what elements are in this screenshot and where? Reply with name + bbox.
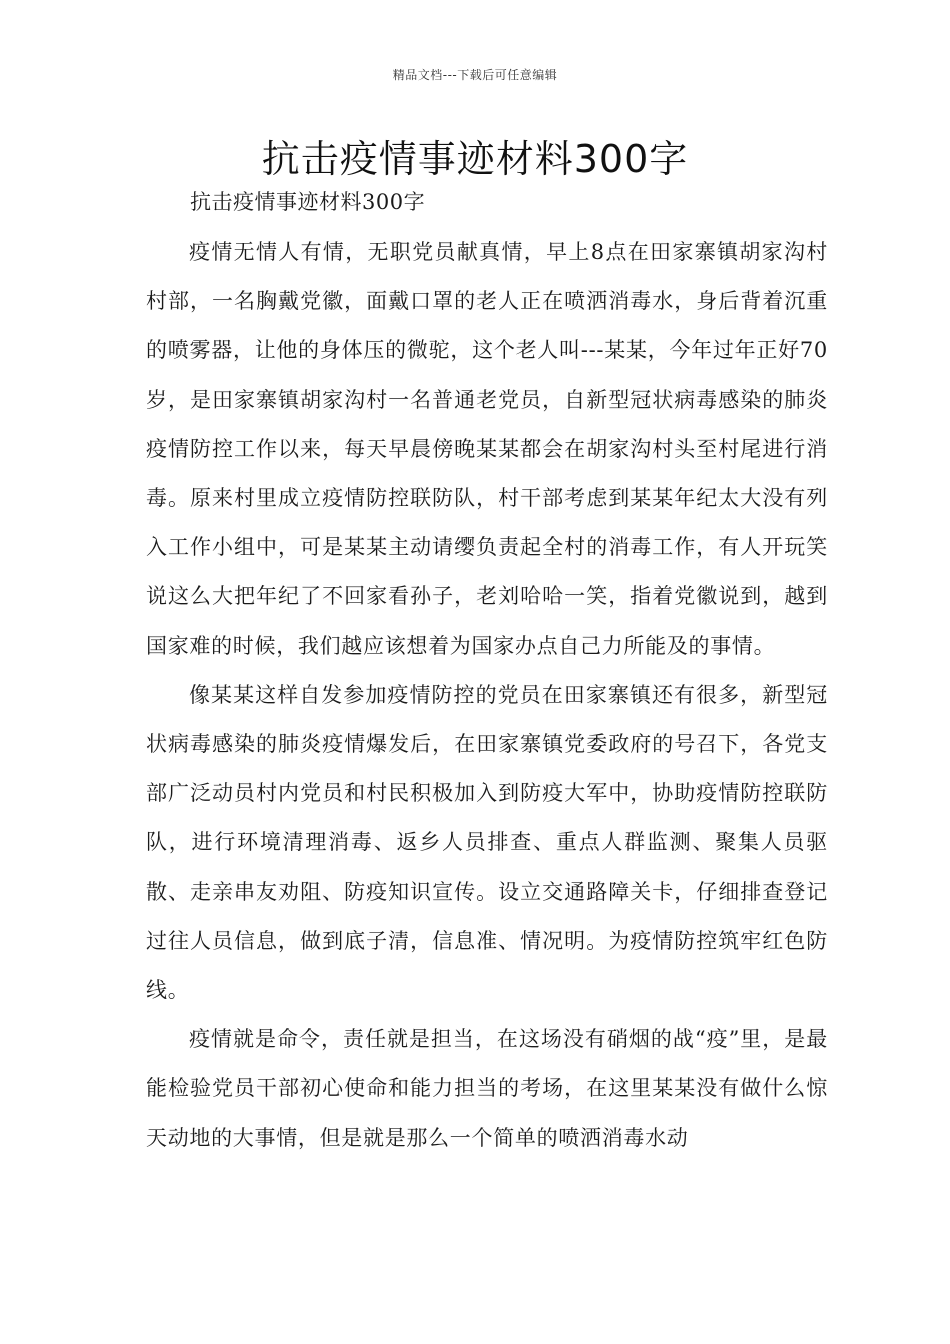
paragraph-3: 疫情就是命令，责任就是担当，在这场没有硝烟的战“疫”里，是最能检验党员干部初心使命和能力担当的考场，在这里某某没有做什么惊天动地的大事情，但是就是那么一个简单的喷洒消毒水动	[146, 1027, 828, 1150]
document-subtitle: 抗击疫情事迹材料300字	[190, 190, 426, 214]
document-title: 抗击疫情事迹材料300字	[261, 137, 689, 181]
header-note: 精品文档---下载后可任意编辑	[392, 68, 558, 82]
paragraph-2: 像某某这样自发参加疫情防控的党员在田家寨镇还有很多，新型冠状病毒感染的肺炎疫情爆发后，在田家寨镇党委政府的号召下，各党支部广泛动员村内党员和村民积极加入到防疫大军中，协助疫情防控联防队，进行环境清理消毒、返乡人员排查、重点人群监测、聚集人员驱散、走亲串友劝阻、防疫知识宣传。设立交通路障关卡，仔细排查登记过往人员信息，做到底子清，信息准、情况明。为疫情防控筑牢红色防线。	[146, 682, 828, 1003]
paragraph-1: 疫情无情人有情，无职党员献真情，早上8点在田家寨镇胡家沟村村部，一名胸戴党徽，面戴口罩的老人正在喷洒消毒水，身后背着沉重的喷雾器，让他的身体压的微驼，这个老人叫---某某，今年过年正好70岁，是田家寨镇胡家沟村一名普通老党员，自新型冠状病毒感染的肺炎疫情防控工作以来，每天早晨傍晚某某都会在胡家沟村头至村尾进行消毒。原来村里成立疫情防控联防队，村干部考虑到某某年纪太大没有列入工作小组中，可是某某主动请缨负责起全村的消毒工作，有人开玩笑说这么大把年纪了不回家看孙子，老刘哈哈一笑，指着党徽说到，越到国家难的时候，我们越应该想着为国家办点自己力所能及的事情。	[146, 240, 828, 658]
document-body	[146, 228, 828, 1163]
